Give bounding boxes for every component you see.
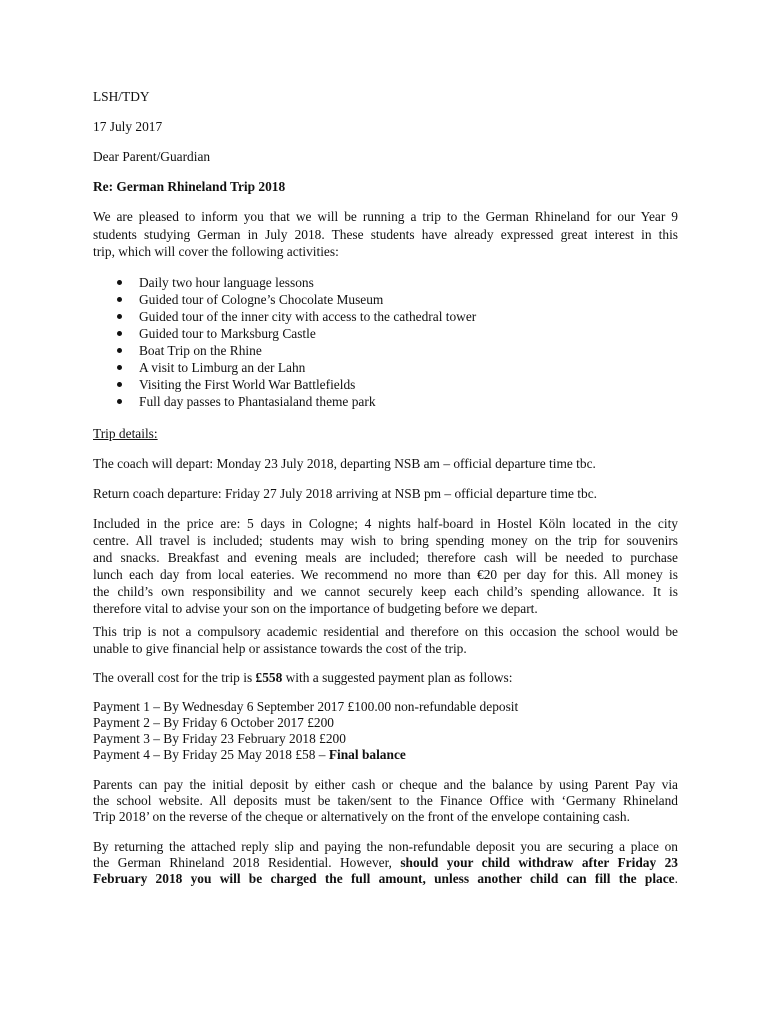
intro-paragraph [93, 208, 678, 261]
included-line: Included in the price are: 5 days in Cologne; 4 nights half-board in Hostel Köln located in the city [93, 516, 678, 531]
compulsory-paragraph [93, 623, 678, 657]
intro-line: students studying German in July 2018. These students have already expressed great interest in this [93, 226, 678, 242]
included-line: and snacks. Breakfast and evening meals are included; therefore cash will be needed to purchase [93, 550, 678, 565]
list-item: Guided tour of the inner city with access to the cathedral tower [93, 308, 476, 325]
subject-line: Re: German Rhineland Trip 2018 [93, 179, 286, 194]
intro-line: We are pleased to inform you that we will be running a trip to the German Rhineland for our Year 9 [93, 209, 678, 224]
list-item: Guided tour to Marksburg Castle [93, 325, 476, 342]
payment-row: Payment 1 – By Wednesday 6 September 2017 £100.00 non-refundable deposit [93, 699, 519, 714]
list-item: Visiting the First World War Battlefields [93, 376, 476, 393]
closing-line: February 2018 you will be charged the full amount, unless another child can fill the place. [93, 871, 678, 886]
parents-line: the school website. All deposits must be taken/sent to the Finance Office with ‘Germany Rhineland [93, 793, 678, 808]
cost-line: The overall cost for the trip is £558 with a suggested payment plan as follows: [93, 670, 513, 685]
included-line: therefore vital to advise your son on the importance of budgeting before we depart. [93, 601, 538, 616]
closing-line: the German Rhineland 2018 Residential. However, should your child withdraw after Friday 23 [93, 855, 678, 870]
included-line: the child’s own responsibility and we cannot securely keep each child’s spending allowance. It is [93, 584, 678, 599]
trip-details-heading: Trip details: [93, 426, 158, 441]
parents-line: Parents can pay the initial deposit by either cash or cheque and the balance by using Parent Pay via [93, 777, 678, 792]
payment-plan [93, 699, 678, 763]
list-item: Boat Trip on the Rhine [93, 342, 476, 359]
payment-row: Payment 4 – By Friday 25 May 2018 £58 – Final balance [93, 747, 406, 762]
closing-paragraph [93, 839, 678, 887]
intro-line: trip, which will cover the following activities: [93, 244, 339, 259]
reference: LSH/TDY [93, 89, 150, 104]
letter-date: 17 July 2017 [93, 119, 163, 134]
list-item: A visit to Limburg an der Lahn [93, 359, 476, 376]
salutation: Dear Parent/Guardian [93, 149, 211, 164]
parents-paragraph [93, 777, 678, 825]
closing-line: By returning the attached reply slip and paying the non-refundable deposit you are securing a place on [93, 839, 678, 854]
list-item: Daily two hour language lessons [93, 274, 476, 291]
activities-list [93, 274, 476, 410]
payment-row: Payment 3 – By Friday 23 February 2018 £200 [93, 731, 346, 746]
return-info: Return coach departure: Friday 27 July 2018 arriving at NSB pm – official departure time tbc. [93, 486, 597, 501]
payment-row: Payment 2 – By Friday 6 October 2017 £200 [93, 715, 335, 730]
compulsory-line: unable to give financial help or assistance towards the cost of the trip. [93, 641, 467, 656]
departure-info: The coach will depart: Monday 23 July 2018, departing NSB am – official departure time tbc. [93, 456, 596, 471]
included-line: lunch each day from local eateries. We recommend no more than €20 per day for this. All money is [93, 567, 678, 582]
parents-line: Trip 2018’ on the reverse of the cheque or alternatively on the front of the envelope containing cash. [93, 809, 630, 824]
cost-amount: £558 [255, 670, 283, 685]
included-line: centre. All travel is included; students may wish to bring spending money on the trip for souvenirs [93, 533, 678, 548]
list-item: Full day passes to Phantasialand theme park [93, 393, 476, 410]
list-item: Guided tour of Cologne’s Chocolate Museum [93, 291, 476, 308]
included-paragraph [93, 515, 678, 617]
compulsory-line: This trip is not a compulsory academic residential and therefore on this occasion the school would be [93, 624, 678, 639]
